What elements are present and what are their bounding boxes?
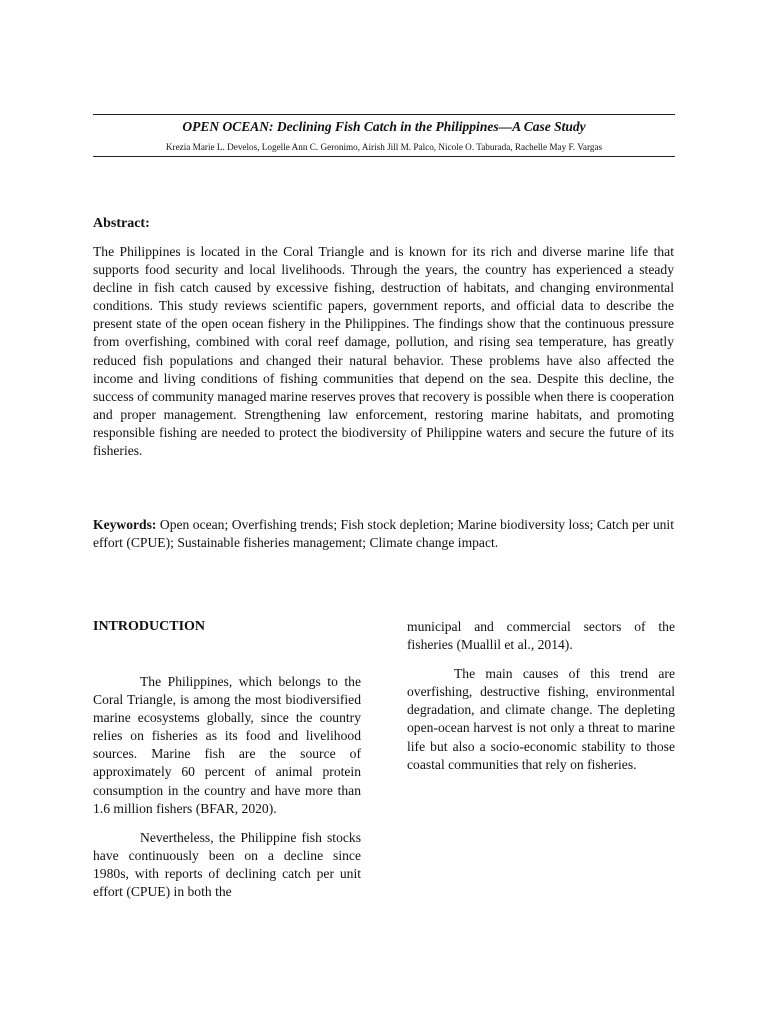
introduction-paragraph-1: The Philippines, which belongs to the Coral Triangle, is among the most biodiversified marine ecosystems globally, since the country relies on fisheries as its food and livelihood sources. Marine fish are the source of approximately 60 percent of animal protein consumption in the country and have more than 1.6 million fishers (BFAR, 2020). [93,674,361,816]
left-column [93,618,361,901]
abstract-heading: Abstract: [93,216,150,231]
keywords-text: Open ocean; Overfishing trends; Fish stock depletion; Marine biodiversity loss; Catch per unit effort (CPUE); Sustainable fisheries management; Climate change impact. [93,517,674,551]
author-list: Krezia Marie L. Develos, Logelle Ann C. Geronimo, Airish Jill M. Palco, Nicole O. Taburada, Rachelle May F. Vargas [165,142,603,152]
keywords-line [93,516,674,552]
title-block [93,114,675,157]
introduction-heading: INTRODUCTION [93,619,206,634]
right-column [407,618,675,774]
introduction-paragraph-3: The main causes of this trend are overfishing, destructive fishing, environmental degradation, and climate change. The depleting open-ocean harvest is not only a threat to marine life but also a socio-economic stability to those coastal communities that rely on fisheries. [407,666,675,772]
keywords-label: Keywords: [93,517,157,532]
introduction-paragraph-2: Nevertheless, the Philippine fish stocks have continuously been on a decline since 1980s, with reports of declining catch per unit effort (CPUE) in both the [93,829,361,900]
introduction-paragraph-2-continued: municipal and commercial sectors of the fisheries (Muallil et al., 2014). [407,619,675,653]
abstract-body: The Philippines is located in the Coral Triangle and is known for its rich and diverse marine life that supports food security and local livelihoods. Through the years, the country has experienced a steady decline in fish catch caused by excessive fishing, destruction of habitats, and changing environmental conditions. This study reviews scientific papers, government reports, and official data to describe the present state of the open ocean fishery in the Philippines. The findings show that the continuous pressure from overfishing, combined with coral reef damage, pollution, and rising sea temperature, has greatly reduced fish populations and changed their natural behavior. These problems have also affected the income and living conditions of fishing communities that depend on the sea. Despite this decline, the success of community managed marine reserves proves that recovery is possible when there is cooperation and proper management. Strengthening law enforcement, restoring marine habitats, and promoting responsible fishing are needed to protect the biodiversity of Philippine waters and secure the future of its fisheries. [93,244,674,459]
paper-title: OPEN OCEAN: Declining Fish Catch in the Philippines—A Case Study [182,119,586,134]
